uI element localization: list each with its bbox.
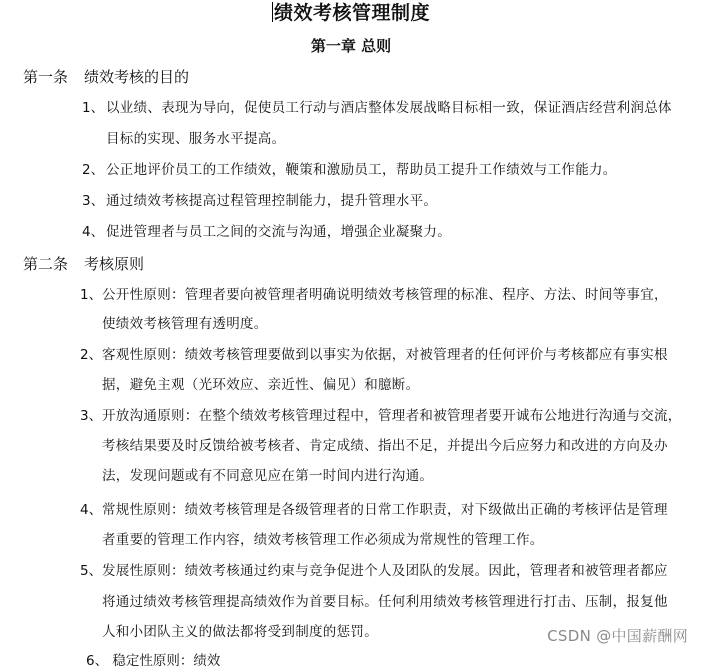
item-number: 1、 (80, 287, 103, 303)
item-text-line: 促进管理者与员工之间的交流与沟通，增强企业凝聚力。 (106, 224, 451, 240)
watermark: CSDN @中国薪酬网 (547, 627, 688, 645)
item-number: 3、 (80, 408, 103, 424)
text-cursor (272, 2, 273, 22)
item-text-line: 发展性原则：绩效考核通过约束与竞争促进个人及团队的发展。因此，管理者和被管理者都应 (102, 563, 668, 579)
item-text-line: 开放沟通原则：在整个绩效考核管理过程中，管理者和被管理者要开诚布公地进行沟通与交流， (102, 408, 682, 424)
item-text-line: 目标的实现、服务水平提高。 (106, 131, 286, 147)
document-title-row (0, 0, 702, 26)
article-heading (23, 253, 144, 275)
item-text-line: 人和小团队主义的做法都将受到制度的惩罚。 (102, 624, 378, 640)
item-text-line: 通过绩效考核提高过程管理控制能力，提升管理水平。 (106, 193, 438, 209)
article-number: 第二条 (23, 255, 69, 273)
document-title: 绩效考核管理制度 (273, 2, 430, 24)
item-number: 5、 (80, 563, 103, 579)
article-heading (23, 66, 189, 88)
article-number: 第一条 (23, 68, 69, 86)
item-text-line: 使绩效考核管理有透明度。 (102, 316, 268, 332)
partial-next-line (86, 651, 226, 669)
partial-next-line-text: 6、 稳定性原则：绩效 (86, 653, 221, 669)
item-text-line: 公开性原则：管理者要向被管理者明确说明绩效考核管理的标准、程序、方法、时间等事宜， (102, 287, 668, 303)
item-number: 2、 (82, 162, 105, 178)
item-text-line: 考核结果要及时反馈给被考核者、肯定成绩、指出不足，并提出今后应努力和改进的方向及办 (102, 438, 668, 454)
item-number: 4、 (80, 502, 103, 518)
item-text-line: 以业绩、表现为导向，促使员工行动与酒店整体发展战略目标相一致，保证酒店经营利润总体 (106, 100, 672, 116)
item-text-line: 者重要的管理工作内容，绩效考核管理工作必须成为常规性的管理工作。 (102, 532, 544, 548)
article-heading-text: 考核原则 (84, 255, 145, 273)
item-text-line: 客观性原则：绩效考核管理要做到以事实为依据，对被管理者的任何评价与考核都应有事实根 (102, 347, 668, 363)
item-text-line: 据，避免主观（光环效应、亲近性、偏见）和臆断。 (102, 377, 420, 393)
chapter-title: 第一章 总则 (310, 37, 392, 55)
item-number: 3、 (82, 193, 105, 209)
item-text-line: 公正地评价员工的工作绩效，鞭策和激励员工，帮助员工提升工作绩效与工作能力。 (106, 162, 617, 178)
item-text-line: 将通过绩效考核管理提高绩效作为首要目标。任何利用绩效考核管理进行打击、压制，报复他 (102, 594, 668, 610)
item-number: 4、 (82, 224, 105, 240)
item-text-line: 法，发现问题或有不同意见应在第一时间内进行沟通。 (102, 468, 434, 484)
item-text-line: 常规性原则：绩效考核管理是各级管理者的日常工作职责，对下级做出正确的考核评估是管理 (102, 502, 668, 518)
item-number: 1、 (82, 100, 105, 116)
item-number: 2、 (80, 347, 103, 363)
article-heading-text: 绩效考核的目的 (84, 68, 190, 86)
